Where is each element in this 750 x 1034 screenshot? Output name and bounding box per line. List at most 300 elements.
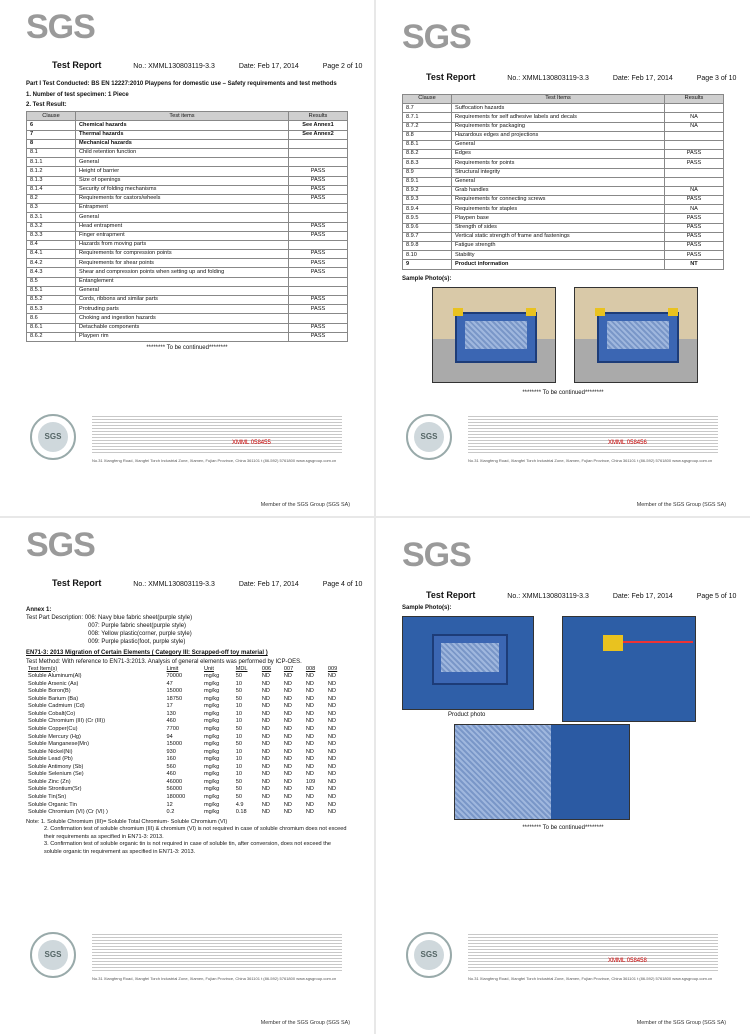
result-cell: PASS xyxy=(289,176,348,185)
migration-cell: mg/kg xyxy=(203,809,220,816)
item-cell: General xyxy=(76,213,289,222)
migration-cell: ND xyxy=(283,786,292,793)
migration-cell: 560 xyxy=(166,763,176,770)
page-body xyxy=(26,606,348,856)
result-cell: PASS xyxy=(665,214,724,223)
migration-cell: ND xyxy=(261,809,270,816)
migration-cell: 160 xyxy=(166,756,176,763)
migration-cell: ND xyxy=(327,718,337,725)
test-result-heading: 2. Test Result: xyxy=(26,102,67,109)
col-results: Results xyxy=(289,112,348,121)
migration-cell: ND xyxy=(261,726,270,733)
result-cell xyxy=(289,314,348,323)
table-row xyxy=(403,168,724,177)
migration-cell: 47 xyxy=(166,680,173,687)
migration-cell: Soluble Barium (Ba) xyxy=(28,695,79,702)
item-cell: Child retention function xyxy=(76,149,289,158)
migration-cell: ND xyxy=(283,793,292,800)
table-row xyxy=(26,802,348,810)
sgs-logo: SGS xyxy=(402,536,471,574)
migration-cell: 17 xyxy=(166,703,173,710)
migration-cell: ND xyxy=(261,680,270,687)
item-cell: Shear and compression points when setting up and folding xyxy=(76,268,289,277)
result-cell xyxy=(665,131,724,140)
migration-cell: ND xyxy=(305,680,314,687)
migration-cell: ND xyxy=(261,733,270,740)
migration-cell: mg/kg xyxy=(203,801,220,808)
result-cell: PASS xyxy=(289,296,348,305)
migration-cell: ND xyxy=(261,778,270,785)
migration-cell: ND xyxy=(261,756,270,763)
migration-cell: ND xyxy=(305,771,314,778)
migration-cell: Soluble Zinc (Zn) xyxy=(28,778,71,785)
report-date: Date: Feb 17, 2014 xyxy=(238,581,299,588)
sample-photo-2 xyxy=(574,287,698,383)
migration-cell: ND xyxy=(327,763,337,770)
item-cell: Requirements for compression points xyxy=(76,250,289,259)
sample-photos-label: Sample Photo(s): xyxy=(402,275,452,282)
item-cell: Size of openings xyxy=(76,176,289,185)
migration-cell: ND xyxy=(283,688,292,695)
notes xyxy=(26,819,348,857)
migration-cell: Soluble Manganese(Mn) xyxy=(28,741,89,748)
migration-cell: 10 xyxy=(235,733,242,740)
table-row xyxy=(27,314,348,323)
migration-cell: ND xyxy=(305,741,314,748)
col-unit: Unit xyxy=(203,665,214,672)
result-cell: PASS xyxy=(665,196,724,205)
result-cell xyxy=(289,286,348,295)
migration-cell: 50 xyxy=(235,793,242,800)
col-007: 007 xyxy=(283,665,294,672)
page-footer xyxy=(398,928,728,994)
migration-cell: ND xyxy=(327,710,337,717)
clause-cell: 8.3 xyxy=(27,204,76,213)
table-row xyxy=(27,323,348,332)
sample-photo-1 xyxy=(432,287,556,383)
item-cell: Cords, ribbons and similar parts xyxy=(76,296,289,305)
item-cell: Requirements for points xyxy=(452,159,665,168)
migration-cell: 56000 xyxy=(166,786,183,793)
clause-cell: 9 xyxy=(403,260,452,269)
table-row xyxy=(27,213,348,222)
page-footer xyxy=(398,410,728,476)
table-row xyxy=(26,809,348,817)
clause-cell: 8.4.3 xyxy=(27,268,76,277)
migration-cell: ND xyxy=(283,741,292,748)
migration-cell: mg/kg xyxy=(203,673,220,680)
result-cell: See Annex1 xyxy=(289,121,348,130)
table-row xyxy=(26,696,348,704)
migration-cell: Soluble Selenium (Se) xyxy=(28,771,84,778)
table-row xyxy=(27,204,348,213)
table-row xyxy=(26,786,348,794)
table-row xyxy=(27,158,348,167)
table-row xyxy=(403,113,724,122)
table-row xyxy=(403,159,724,168)
clause-cell: 8.9.2 xyxy=(403,186,452,195)
migration-cell: ND xyxy=(305,726,314,733)
col-results: Results xyxy=(665,95,724,104)
table-row xyxy=(403,223,724,232)
page-body xyxy=(26,80,348,352)
migration-cell: mg/kg xyxy=(203,703,220,710)
result-cell: PASS xyxy=(289,231,348,240)
report-page-4 xyxy=(0,518,374,1034)
table-row xyxy=(27,121,348,130)
migration-cell: Soluble Chromium (III) (Cr (III)) xyxy=(28,718,106,725)
sgs-logo: SGS xyxy=(26,526,95,564)
migration-cell: ND xyxy=(283,710,292,717)
serial-number: XMML 058455 xyxy=(232,440,271,446)
migration-cell: mg/kg xyxy=(203,741,220,748)
table-row xyxy=(27,296,348,305)
table-row xyxy=(403,251,724,260)
result-cell xyxy=(289,158,348,167)
table-row xyxy=(403,242,724,251)
migration-cell: ND xyxy=(261,673,270,680)
migration-cell: 10 xyxy=(235,771,242,778)
table-row xyxy=(27,139,348,148)
item-cell: Requirements for castors/wheels xyxy=(76,194,289,203)
table-row xyxy=(26,779,348,787)
result-cell: PASS xyxy=(665,159,724,168)
table-row xyxy=(27,277,348,286)
migration-cell: ND xyxy=(283,801,292,808)
item-cell: Height of barrier xyxy=(76,167,289,176)
item-cell: Requirements for self adhesive labels and decals xyxy=(452,113,665,122)
migration-cell: 460 xyxy=(166,771,176,778)
migration-cell: 109 xyxy=(305,778,316,785)
result-cell: PASS xyxy=(665,242,724,251)
migration-cell: mg/kg xyxy=(203,718,220,725)
table-row xyxy=(27,268,348,277)
clause-cell: 8.5.3 xyxy=(27,305,76,314)
clause-cell: 8.1.2 xyxy=(27,167,76,176)
page-number: Page 2 of 10 xyxy=(322,63,363,70)
migration-cell: ND xyxy=(327,741,337,748)
clause-cell: 8.9.1 xyxy=(403,177,452,186)
result-cell: NA xyxy=(665,205,724,214)
clause-cell: 8.4.2 xyxy=(27,259,76,268)
migration-cell: Soluble Arsenic (As) xyxy=(28,680,79,687)
terms-fine-print xyxy=(468,932,718,972)
page-header xyxy=(426,72,750,82)
continued-note: ******** To be continued******** xyxy=(522,825,604,832)
item-cell: Chemical hazards xyxy=(76,121,289,130)
item-cell: General xyxy=(76,158,289,167)
clause-cell: 8.9.6 xyxy=(403,223,452,232)
col-006: 006 xyxy=(261,665,272,672)
clause-cell: 8.3.1 xyxy=(27,213,76,222)
table-row xyxy=(27,194,348,203)
migration-cell: ND xyxy=(261,718,270,725)
member-note: Member of the SGS Group (SGS SA) xyxy=(636,1020,726,1026)
migration-cell: 10 xyxy=(235,718,242,725)
item-cell: Entanglement xyxy=(76,277,289,286)
migration-cell: ND xyxy=(283,809,292,816)
table-row xyxy=(26,749,348,757)
migration-cell: mg/kg xyxy=(203,771,220,778)
migration-cell: Soluble Mercury (Hg) xyxy=(28,733,81,740)
table-row xyxy=(26,673,348,681)
member-note: Member of the SGS Group (SGS SA) xyxy=(636,502,726,508)
migration-cell: mg/kg xyxy=(203,710,220,717)
migration-cell: mg/kg xyxy=(203,793,220,800)
col-clause: Clause xyxy=(403,95,452,104)
item-cell: General xyxy=(76,286,289,295)
results-table xyxy=(26,111,348,342)
table-row xyxy=(27,259,348,268)
item-cell: Strength of sides xyxy=(452,223,665,232)
table-row xyxy=(27,222,348,231)
migration-cell: ND xyxy=(261,695,270,702)
migration-cell: Soluble Aluminum(Al) xyxy=(28,673,82,680)
item-cell: Head entrapment xyxy=(76,222,289,231)
migration-cell: ND xyxy=(327,726,337,733)
table-row xyxy=(26,756,348,764)
migration-cell: ND xyxy=(305,710,314,717)
table-row xyxy=(27,130,348,139)
item-cell: General xyxy=(452,177,665,186)
col-limit: Limit xyxy=(166,665,179,672)
migration-cell: ND xyxy=(327,673,337,680)
report-number: No.: XMML130803119-3.3 xyxy=(133,581,215,588)
migration-cell: ND xyxy=(327,771,337,778)
result-cell xyxy=(665,168,724,177)
sgs-logo: SGS xyxy=(26,8,95,46)
serial-number: XMML 058456 xyxy=(608,440,647,446)
migration-cell: 0.18 xyxy=(235,809,247,816)
clause-cell: 8.8 xyxy=(403,131,452,140)
col-009: 009 xyxy=(327,665,338,672)
part-description-1: Test Part Description: 006: Navy blue fabric sheet(purple style) xyxy=(26,615,193,622)
migration-cell: mg/kg xyxy=(203,726,220,733)
table-row xyxy=(27,332,348,341)
migration-cell: 15000 xyxy=(166,688,183,695)
item-cell: Product information xyxy=(452,260,665,269)
col-mdl: MDL xyxy=(235,665,248,672)
migration-cell: 10 xyxy=(235,703,242,710)
test-method: Test Method: With reference to EN71-3:2013. Analysis of general elements was performed by ICP-OES. xyxy=(26,658,302,665)
migration-cell: ND xyxy=(327,695,337,702)
migration-cell: 130 xyxy=(166,710,176,717)
clause-cell: 8.9.8 xyxy=(403,242,452,251)
item-cell: General xyxy=(452,140,665,149)
migration-cell: 46000 xyxy=(166,778,183,785)
table-row xyxy=(403,122,724,131)
sgs-logo: SGS xyxy=(402,18,471,56)
migration-cell: ND xyxy=(327,680,337,687)
clause-cell: 8.3.2 xyxy=(27,222,76,231)
clause-cell: 8.4.1 xyxy=(27,250,76,259)
migration-cell: ND xyxy=(305,756,314,763)
product-photo xyxy=(402,616,534,710)
serial-number: XMML 058458 xyxy=(608,958,647,964)
table-row xyxy=(27,305,348,314)
table-row xyxy=(403,214,724,223)
migration-cell: mg/kg xyxy=(203,733,220,740)
page-body xyxy=(402,94,724,397)
clause-cell: 8.7.2 xyxy=(403,122,452,131)
migration-cell: ND xyxy=(283,703,292,710)
migration-cell: ND xyxy=(305,703,314,710)
migration-cell: 50 xyxy=(235,741,242,748)
sgs-seal-icon: SGS xyxy=(30,414,76,460)
migration-cell: 50 xyxy=(235,778,242,785)
item-cell: Stability xyxy=(452,251,665,260)
migration-cell: ND xyxy=(305,695,314,702)
footer-address: No.31 Xiangfeng Road, Xiangfei Torch Industrial Zone, Xiamen, Fujian Province, China 361101 t (86-592) 5761800 www.sgsgroup.com.cn xyxy=(92,976,337,981)
report-number: No.: XMML130803119-3.3 xyxy=(507,593,589,600)
part-description-2: 007: Purple fabric sheet(purple style) xyxy=(88,623,187,630)
item-cell: Mechanical hazards xyxy=(76,139,289,148)
item-cell: Thermal hazards xyxy=(76,130,289,139)
result-cell: NA xyxy=(665,186,724,195)
migration-cell: ND xyxy=(283,680,292,687)
col-test-item: Test Item(s) xyxy=(28,665,58,672)
photo-caption: Product photo xyxy=(448,712,486,719)
result-cell: PASS xyxy=(665,232,724,241)
footer-address: No.31 Xiangfeng Road, Xiangfei Torch Industrial Zone, Xiamen, Fujian Province, China 361101 t (86-592) 5761800 www.sgsgroup.com.cn xyxy=(92,458,337,463)
terms-fine-print xyxy=(92,414,342,454)
table-row xyxy=(403,196,724,205)
clause-cell: 8.9.5 xyxy=(403,214,452,223)
result-cell: See Annex2 xyxy=(289,130,348,139)
migration-cell: 10 xyxy=(235,763,242,770)
migration-cell: mg/kg xyxy=(203,748,220,755)
migration-cell: Soluble Tin(Sn) xyxy=(28,793,67,800)
item-cell: Hazards from moving parts xyxy=(76,240,289,249)
note-3: 3. Confirmation test of soluble organic tin is not required in case of soluble tin, after conversion, does not exceed the soluble organic tin requirement as specified in EN71-3: 2013. xyxy=(44,841,331,855)
item-cell: Structural integrity xyxy=(452,168,665,177)
continued-note: ******** To be continued******** xyxy=(146,344,228,351)
clause-cell: 8 xyxy=(27,139,76,148)
migration-cell: ND xyxy=(261,748,270,755)
table-row xyxy=(403,232,724,241)
clause-cell: 7 xyxy=(27,130,76,139)
clause-cell: 8.3.3 xyxy=(27,231,76,240)
migration-cell: ND xyxy=(261,763,270,770)
table-row xyxy=(403,177,724,186)
report-page-5 xyxy=(376,518,750,1034)
table-row xyxy=(403,104,724,113)
migration-cell: 18750 xyxy=(166,695,183,702)
clause-cell: 8.2 xyxy=(27,194,76,203)
item-cell: Fatigue strength xyxy=(452,242,665,251)
test-conducted: Part I Test Conducted: BS EN 12227:2010 Playpens for domestic use – Safety requirements and test methods xyxy=(26,81,337,87)
migration-cell: ND xyxy=(305,688,314,695)
item-cell: Grab handles xyxy=(452,186,665,195)
member-note: Member of the SGS Group (SGS SA) xyxy=(260,502,350,508)
result-cell xyxy=(665,140,724,149)
migration-cell: ND xyxy=(283,733,292,740)
migration-cell: ND xyxy=(283,695,292,702)
migration-cell: Soluble Organic Tin xyxy=(28,801,77,808)
clause-cell: 8.9 xyxy=(403,168,452,177)
sample-photos-label: Sample Photo(s): xyxy=(402,605,452,611)
migration-cell: Soluble Chromium (VI) (Cr (VI) ) xyxy=(28,809,108,816)
migration-cell: ND xyxy=(283,763,292,770)
migration-cell: 10 xyxy=(235,756,242,763)
table-row xyxy=(27,185,348,194)
table-row xyxy=(403,140,724,149)
result-cell: PASS xyxy=(289,194,348,203)
clause-cell: 8.6.2 xyxy=(27,332,76,341)
page-number: Page 5 of 10 xyxy=(696,593,737,600)
table-row xyxy=(26,726,348,734)
report-page-2 xyxy=(0,0,374,516)
result-cell: PASS xyxy=(289,323,348,332)
result-cell xyxy=(665,177,724,186)
migration-cell: ND xyxy=(283,673,292,680)
col-test-items: Test Items xyxy=(452,95,665,104)
table-row xyxy=(26,794,348,802)
clause-cell: 8.5.1 xyxy=(27,286,76,295)
migration-cell: 460 xyxy=(166,718,176,725)
part-description-4: 009: Purple plastic(foot, purple style) xyxy=(88,639,186,646)
sgs-seal-icon: SGS xyxy=(30,932,76,978)
migration-cell: 15000 xyxy=(166,741,183,748)
table-row xyxy=(26,718,348,726)
page-number: Page 4 of 10 xyxy=(322,581,363,588)
migration-cell: ND xyxy=(327,748,337,755)
migration-cell: ND xyxy=(283,726,292,733)
migration-cell: mg/kg xyxy=(203,763,220,770)
migration-table xyxy=(26,666,348,817)
clause-cell: 8.1.3 xyxy=(27,176,76,185)
report-date: Date: Feb 17, 2014 xyxy=(238,63,299,70)
report-title: Test Report xyxy=(52,60,102,70)
continued-note: ******** To be continued******** xyxy=(522,389,604,396)
item-cell: Choking and ingestion hazards xyxy=(76,314,289,323)
clause-cell: 6 xyxy=(27,121,76,130)
sample-photos xyxy=(402,287,724,387)
item-cell: Detachable components xyxy=(76,323,289,332)
note-1: Note: 1. Soluble Chromium (III)= Soluble Total Chromium- Soluble Chromium (VI) xyxy=(26,818,228,825)
page-header xyxy=(426,590,750,600)
result-cell xyxy=(289,277,348,286)
migration-cell: 50 xyxy=(235,695,242,702)
table-row xyxy=(26,703,348,711)
result-cell xyxy=(289,149,348,158)
item-cell: Suffocation hazards xyxy=(452,104,665,113)
report-number: No.: XMML130803119-3.3 xyxy=(507,75,589,82)
migration-cell: 70000 xyxy=(166,673,183,680)
result-cell xyxy=(289,139,348,148)
migration-cell: ND xyxy=(261,703,270,710)
table-row xyxy=(26,688,348,696)
table-row xyxy=(403,205,724,214)
migration-cell: mg/kg xyxy=(203,778,220,785)
item-cell: Entrapment xyxy=(76,204,289,213)
page-body xyxy=(402,604,724,832)
migration-cell: mg/kg xyxy=(203,688,220,695)
migration-cell: 10 xyxy=(235,710,242,717)
table-row xyxy=(27,167,348,176)
migration-cell: ND xyxy=(327,733,337,740)
migration-cell: ND xyxy=(283,756,292,763)
migration-cell: ND xyxy=(327,688,337,695)
report-number: No.: XMML130803119-3.3 xyxy=(133,63,215,70)
table-row xyxy=(27,231,348,240)
migration-cell: ND xyxy=(327,786,337,793)
en71-title: EN71-3: 2013 Migration of Certain Elements ( Category III: Scrapped-off toy material ) xyxy=(26,650,268,657)
footer-address: No.31 Xiangfeng Road, Xiangfei Torch Industrial Zone, Xiamen, Fujian Province, China 361101 t (86-592) 5761800 www.sgsgroup.com.cn xyxy=(468,458,713,463)
footer-address: No.31 Xiangfeng Road, Xiangfei Torch Industrial Zone, Xiamen, Fujian Province, China 361101 t (86-592) 5761800 www.sgsgroup.com.cn xyxy=(468,976,713,981)
migration-cell: mg/kg xyxy=(203,695,220,702)
migration-cell: ND xyxy=(305,673,314,680)
